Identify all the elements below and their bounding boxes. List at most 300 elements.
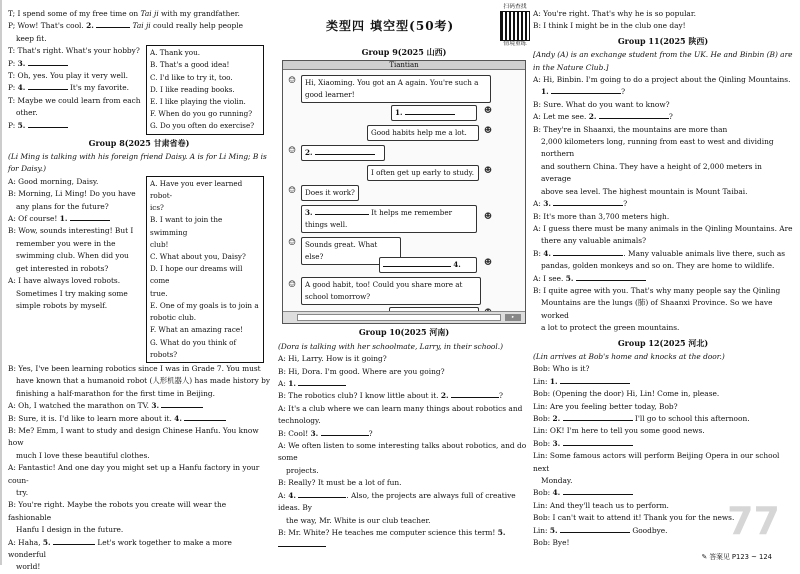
speaker: Bob — [533, 414, 548, 423]
dialogue-line — [278, 403, 530, 428]
speaker: T — [8, 71, 13, 81]
speaker: A — [533, 112, 539, 122]
dialogue-line — [8, 70, 146, 82]
speaker: P — [8, 83, 13, 93]
blank-number: 5. — [17, 120, 26, 130]
line-text: ; Wow! That's cool. — [12, 21, 87, 31]
line-text: : — [545, 376, 550, 386]
blank-number: 2. — [86, 21, 94, 31]
speaker: B — [8, 226, 14, 236]
line-text: much I love these beautiful clothes. — [16, 450, 150, 460]
avatar-right-icon: ☻ — [483, 106, 493, 117]
answer-blank[interactable] — [563, 438, 633, 446]
answer-blank[interactable] — [278, 539, 326, 547]
answer-reference-text: 答案见 P123 ~ 124 — [709, 553, 772, 561]
speaker: Lin — [533, 401, 546, 411]
dialogue-line — [533, 438, 793, 450]
answer-blank[interactable] — [184, 413, 226, 421]
avatar-left-icon: ☺ — [287, 146, 297, 157]
dialogue-line — [278, 515, 530, 527]
blank-number: 1. — [288, 379, 296, 389]
line-text: : It's more than 3,700 meters high. — [538, 211, 670, 221]
chat-header: Tiantian — [283, 61, 525, 70]
answer-blank[interactable] — [28, 58, 68, 66]
line-text: : (Opening the door) Hi, Lin! Come in, please. — [547, 389, 720, 399]
speaker: B — [533, 211, 539, 221]
line-text: : Wow, sounds interesting! But I — [13, 226, 134, 236]
blank-number: 5. — [497, 527, 506, 537]
options-box-g8 — [146, 176, 264, 363]
speaker: Bob — [533, 364, 548, 374]
dialogue-line — [533, 450, 793, 475]
dialogue-line — [8, 213, 146, 225]
line-text: : I guess there must be many animals in the Qinling Mountains. Are — [538, 223, 793, 233]
speaker: A — [8, 214, 14, 224]
chat-msg-10: A good habit, too! Could you share more at school tomorrow? — [301, 277, 481, 305]
line-text: : — [547, 414, 553, 423]
group12-scene: (Lin arrives at Bob's home and knocks at the door.) — [533, 351, 725, 361]
line-text: : You're right. Maybe the robots you create will wear the fashionable — [8, 500, 227, 522]
dialogue-line — [8, 400, 270, 412]
answer-blank[interactable] — [70, 213, 110, 221]
avatar-right-icon: ☻ — [483, 126, 493, 137]
option-line: C. What about you, Daisy? — [150, 252, 246, 262]
speaker: P — [8, 21, 13, 31]
group10-scene: (Dora is talking with her schoolmate, Larry, in their school.) — [278, 341, 503, 351]
dialogue-line — [533, 86, 793, 98]
dialogue-line — [533, 285, 793, 297]
dialogue-line — [533, 161, 793, 186]
speaker: Bob — [533, 488, 548, 498]
speaker: A — [278, 379, 284, 389]
chat-msg-2 — [391, 105, 477, 121]
line-tail: Goodbye. — [629, 525, 668, 535]
dialogue-line — [533, 425, 793, 437]
group11-scene: [Andy (A) is an exchange student from the UK. He and Binbin (B) are in the Nature Club.] — [533, 50, 793, 72]
speaker: B — [8, 363, 14, 373]
send-button[interactable]: ▸ — [505, 314, 521, 321]
dialogue-line — [8, 20, 270, 32]
line-text: Sometimes I try making some — [16, 288, 128, 298]
answer-blank[interactable] — [298, 490, 346, 498]
answer-blank[interactable] — [553, 248, 623, 256]
blank-number: 5. — [42, 537, 51, 547]
line-text: : Are you feeling better today, Bob? — [545, 401, 678, 411]
answer-blank[interactable] — [315, 207, 369, 215]
dialogue-left — [8, 176, 146, 363]
answer-blank[interactable] — [405, 107, 455, 115]
line-tail: . Many valuable animals live there, such as — [623, 248, 786, 258]
line-text: : — [12, 83, 18, 93]
speaker: A — [278, 490, 284, 500]
speaker: Lin — [533, 451, 546, 461]
speaker: A — [8, 176, 14, 186]
dialogue-line — [533, 136, 793, 161]
dialogue-line — [533, 223, 793, 235]
line-text: swimming club. When did you — [16, 251, 129, 261]
dialogue-line — [8, 95, 146, 107]
blank-number: 4. — [552, 488, 561, 498]
speaker: B — [278, 428, 284, 438]
group10-title: Group 10(2025 河南) — [358, 327, 450, 338]
option-line: G. Do you often do exercise? — [150, 121, 255, 131]
answer-blank[interactable] — [96, 20, 130, 28]
dialogue-line — [8, 107, 146, 119]
speaker: A — [8, 463, 14, 473]
chat-msg-8: Sounds great. What else? — [301, 237, 401, 265]
dialogue-line — [533, 111, 793, 123]
group12-title: Group 12(2025 河北) — [617, 337, 709, 348]
line-text: : — [547, 438, 553, 448]
line-text: : Cool! — [283, 428, 311, 438]
dialogue-line — [8, 450, 270, 462]
dialogue-line — [8, 300, 146, 312]
line-text: : Good morning, Daisy. — [13, 176, 99, 186]
dialogue-line — [8, 388, 270, 400]
line-text: : — [538, 199, 544, 209]
answer-reference: ✎ 答案见 P123 ~ 124 — [701, 553, 772, 561]
line-tail: It's my favorite. — [67, 83, 129, 93]
speaker: A — [533, 199, 539, 209]
chat-window — [282, 60, 526, 324]
answer-blank[interactable] — [28, 82, 68, 90]
qr-block[interactable] — [500, 4, 530, 48]
option-line: true. — [150, 288, 168, 298]
chat-msg-3: Good habits help me a lot. — [367, 125, 479, 141]
answer-blank[interactable] — [298, 378, 346, 386]
speaker: A — [278, 403, 284, 413]
line-text: projects. — [286, 465, 319, 475]
chat-msg-1: Hi, Xiaoming. You got an A again. You're such a good learner! — [301, 75, 491, 103]
group9-title: Group 9(2025 山西) — [361, 47, 447, 57]
dialogue-line — [8, 499, 270, 524]
dialogue-line — [278, 366, 530, 378]
speaker: Bob — [533, 538, 548, 548]
dialogue-line — [8, 238, 146, 250]
line-text: could really help people — [150, 21, 243, 31]
line-text: : The robotics club? I know little about it. — [283, 391, 441, 401]
line-text: : Oh, I watched the marathon on TV. — [13, 401, 152, 411]
dialogue-line — [533, 363, 793, 375]
answer-blank[interactable] — [451, 390, 499, 398]
dialogue-line — [533, 8, 793, 20]
option-line: F. What an amazing race! — [150, 325, 243, 335]
dialogue-line — [8, 413, 270, 425]
answer-blank[interactable] — [321, 428, 369, 436]
line-text: pandas, golden monkeys and so on. They are home to wildlife. — [541, 261, 775, 271]
answer-blank[interactable] — [553, 198, 623, 206]
line-text: : We often listen to some interesting talks about robotics, and do some — [278, 441, 527, 463]
blank-number: 3. — [17, 58, 26, 68]
avatar-right-icon: ☻ — [483, 258, 493, 269]
dialogue-line — [533, 74, 793, 86]
dialogue-with-options — [8, 45, 270, 134]
line-text: : Me? Emm, I want to study and design Chinese Hanfu. You know how — [8, 425, 259, 448]
column-left — [8, 8, 270, 574]
line-text: 2,000 kilometers long, running from east to west and dividing northern — [541, 137, 774, 159]
line-text: : Let me see. — [538, 112, 589, 122]
dialogue-line — [278, 490, 530, 515]
dialogue-line — [533, 401, 793, 413]
term-italic: Tai ji — [132, 21, 151, 31]
dialogue-line — [533, 124, 793, 136]
speaker: A — [533, 9, 539, 18]
blank-number: 4. — [453, 260, 461, 270]
dialogue-line — [8, 425, 270, 450]
line-text: : — [283, 379, 289, 389]
dialogue-line — [8, 201, 146, 213]
speaker: B — [278, 527, 284, 537]
avatar-left-icon: ☺ — [287, 186, 297, 197]
speaker: A — [533, 223, 539, 233]
dialogue-line — [278, 353, 530, 365]
line-text: : Yes, I've been learning robotics since I was in Grade 7. You must — [13, 363, 261, 373]
dialogue-line — [8, 58, 146, 70]
dialogue-line — [533, 235, 793, 247]
speaker: B — [533, 285, 539, 295]
chat-input[interactable] — [297, 314, 501, 321]
dialogue-line — [533, 475, 793, 487]
dialogue-line — [278, 440, 530, 465]
option-line: B. That's a good idea! — [150, 60, 230, 70]
line-text: try. — [16, 487, 29, 497]
column-middle — [278, 4, 530, 552]
blank-number: 3. — [305, 208, 313, 218]
line-text: Mountains are the lungs (肺) of Shaanxi Province. So we have worked — [541, 298, 773, 320]
line-text: simple robots by myself. — [16, 300, 108, 310]
blank-number: 2. — [588, 112, 597, 122]
speaker: Bob — [533, 389, 548, 399]
options-box-g7 — [146, 45, 264, 134]
dialogue-line — [8, 188, 146, 200]
answer-blank[interactable] — [560, 525, 630, 533]
section-title: 类型四 填空型(50考) — [326, 18, 455, 33]
dialogue-line — [8, 462, 270, 487]
avatar-left-icon: ☺ — [287, 76, 297, 87]
answer-blank[interactable] — [560, 376, 630, 384]
option-line: robotic club. — [150, 313, 197, 323]
dialogue-line — [8, 263, 146, 275]
line-text: get interested in robots? — [16, 263, 109, 273]
chat-msg-7-text: It helps me remember things well. — [305, 208, 453, 230]
dialogue-line — [8, 225, 146, 237]
answer-blank[interactable] — [563, 413, 633, 421]
qr-code-icon[interactable] — [500, 11, 530, 41]
qr-caption-top: 扫码查找 — [503, 4, 527, 10]
option-line: A. Thank you. — [150, 48, 201, 58]
speaker: B — [533, 99, 539, 109]
avatar-left-icon: ☺ — [287, 280, 297, 291]
dialogue-line — [8, 375, 270, 387]
speaker: T — [8, 46, 13, 56]
column-right — [533, 8, 793, 549]
dialogue-line — [8, 33, 270, 45]
option-line: G. What do you think of robots? — [150, 337, 237, 359]
line-text: : Hi, Binbin. I'm going to do a project about the Qinling Mountains. — [538, 75, 791, 85]
option-line: E. I like playing the violin. — [150, 97, 246, 107]
line-text: : OK! I'm here to tell you some good news. — [545, 426, 705, 436]
speaker: Lin — [533, 376, 546, 386]
dialogue-line — [533, 273, 793, 285]
dialogue-line — [533, 376, 793, 388]
option-line: D. I hope our dreams will come — [150, 264, 243, 286]
line-text: : That's right. What's your hobby? — [12, 46, 140, 56]
blank-number: 3. — [552, 438, 561, 448]
dialogue-line — [533, 413, 793, 425]
line-tail: ? — [668, 112, 673, 122]
dialogue-line — [8, 275, 146, 287]
line-text: : It's a club where we can learn many things about robotics and technology. — [278, 403, 523, 426]
line-text: : Of course! — [13, 214, 60, 224]
dialogue-line — [533, 20, 793, 32]
answer-blank[interactable] — [383, 259, 451, 267]
option-line: E. One of my goals is to join a — [150, 300, 259, 310]
line-text: : Who is it? — [547, 364, 590, 374]
page-number: 77 — [727, 499, 780, 543]
blank-number: 3. — [151, 401, 160, 411]
line-text: : Mr. White? He teaches me computer science this term! — [283, 527, 498, 537]
answer-blank[interactable] — [576, 273, 646, 281]
line-text: : Hi, Larry. How is it going? — [283, 354, 387, 364]
dialogue-line — [533, 388, 793, 400]
speaker: A — [8, 537, 14, 547]
group8-scene: (Li Ming is talking with his foreign friend Daisy. A is for Li Ming; B is for Daisy.) — [8, 152, 267, 174]
chat-msg-4 — [301, 145, 385, 161]
line-text: : Really? It must be a lot of fun. — [283, 478, 402, 488]
line-text: : And they'll teach us to perform. — [545, 500, 669, 510]
line-text: with my grandfather. — [158, 9, 240, 18]
option-line: club! — [150, 239, 169, 249]
blank-number: 1. — [541, 87, 549, 97]
line-text: : I have always loved robots. — [13, 276, 121, 286]
dialogue-line — [8, 176, 146, 188]
group8-title: Group 8(2025 甘肃省卷) — [88, 137, 190, 148]
chat-msg-9 — [379, 257, 477, 273]
line-text: : — [547, 488, 553, 498]
line-text: other. — [16, 108, 38, 118]
dialogue-line — [8, 82, 146, 94]
chat-msg-7 — [301, 205, 477, 233]
dialogue-line — [533, 297, 793, 322]
line-tail: . Also, the projects are always full of creative ideas. By — [278, 490, 516, 513]
dialogue-line — [533, 198, 793, 210]
binding-edge — [0, 0, 2, 565]
chat-msg-6: Does it work? — [301, 185, 359, 201]
speaker: A — [278, 354, 284, 364]
speaker: P — [8, 58, 13, 68]
line-text: : Sure. What do you want to know? — [538, 99, 670, 109]
answer-blank[interactable] — [563, 487, 633, 495]
line-text: there any valuable animals? — [541, 236, 647, 246]
line-text: : I can't wait to attend it! Thank you for the news. — [547, 513, 735, 523]
answer-blank[interactable] — [551, 86, 621, 94]
dialogue-line — [533, 322, 793, 334]
line-text: above sea level. The highest mountain is Mount Taibai. — [541, 186, 748, 196]
dialogue-line — [8, 363, 270, 375]
speaker: B — [8, 189, 14, 199]
dialogue-line — [8, 45, 146, 57]
line-text: ; I spend some of my free time on — [12, 9, 141, 18]
line-text: : Some famous actors will perform Beijing Opera in our school next — [533, 451, 780, 473]
avatar-right-icon: ☻ — [483, 166, 493, 177]
line-text: Monday. — [541, 476, 573, 486]
line-text: : Bye! — [547, 538, 570, 548]
line-text: : Morning, Li Ming! Do you have — [13, 189, 136, 199]
dialogue-line — [8, 524, 270, 536]
speaker: Bob — [533, 513, 548, 523]
line-text: : I quite agree with you. That's why many people say the Qinling — [538, 285, 781, 295]
blank-number: 1. — [59, 214, 68, 224]
dialogue-line — [8, 537, 270, 562]
avatar-left-icon: ☺ — [287, 238, 297, 249]
line-text: : — [12, 58, 18, 68]
line-tail: Let's work together to make a more wonderful — [8, 537, 232, 559]
speaker: A — [533, 75, 539, 85]
group11-title: Group 11(2025 陕西) — [617, 35, 709, 46]
option-line: F. When do you go running? — [150, 109, 253, 119]
dialogue-line — [8, 250, 146, 262]
chat-input-bar — [283, 311, 525, 323]
blank-number: 2. — [305, 148, 313, 158]
avatar-right-icon: ☻ — [483, 212, 493, 223]
speaker: Bob — [533, 438, 548, 448]
dialogue-line — [533, 211, 793, 223]
group10 — [278, 326, 530, 551]
line-text: : Fantastic! And one day you might set up a Hanfu factory in your coun- — [8, 463, 260, 485]
dialogue-line — [8, 487, 270, 499]
line-text: finishing a half-marathon for the first time in Beijing. — [16, 388, 216, 398]
line-tail: I'll go to school this afternoon. — [632, 414, 750, 423]
blank-number: 3. — [543, 199, 551, 209]
option-line: B. I want to join the swimming — [150, 215, 223, 237]
speaker: B — [8, 500, 14, 510]
dialogue-line — [8, 8, 270, 20]
dialogue-line — [533, 248, 793, 260]
speaker: B — [533, 124, 539, 134]
line-text: have known that a humanoid robot (人形机器人) has made history by — [16, 376, 271, 386]
dialogue-line — [278, 527, 530, 552]
blank-number: 5. — [565, 273, 574, 283]
section-header — [278, 4, 530, 47]
answer-blank[interactable] — [28, 120, 68, 128]
answer-blank[interactable] — [161, 400, 203, 408]
answer-blank[interactable] — [315, 147, 375, 155]
dialogue-line — [533, 487, 793, 499]
dialogue-line — [278, 390, 530, 402]
line-text: : Sure, it is. I'd like to learn more about it. — [13, 413, 175, 423]
speaker: B — [8, 425, 14, 435]
blank-number: 4. — [543, 248, 551, 258]
qr-caption-bottom: 情境重练 — [503, 41, 527, 47]
answer-blank[interactable] — [53, 537, 95, 545]
speaker: B — [278, 478, 284, 488]
line-text: : — [538, 248, 544, 258]
speaker: P — [8, 120, 13, 130]
speaker: B — [278, 366, 284, 376]
line-text: : I think I might be in the club one day! — [538, 21, 686, 31]
dialogue-line — [8, 561, 270, 573]
dialogue-line — [278, 465, 530, 477]
line-text: any plans for the future? — [16, 201, 109, 211]
dialogue-line — [533, 99, 793, 111]
blank-number: 2. — [440, 391, 449, 401]
chat-msg-5: I often get up early to study. — [367, 165, 479, 181]
option-line: ics? — [150, 203, 164, 213]
line-text: world! — [16, 562, 41, 572]
answer-blank[interactable] — [599, 111, 669, 119]
line-text: the way, Mr. White is our club teacher. — [286, 515, 431, 525]
speaker: Lin — [533, 426, 546, 436]
